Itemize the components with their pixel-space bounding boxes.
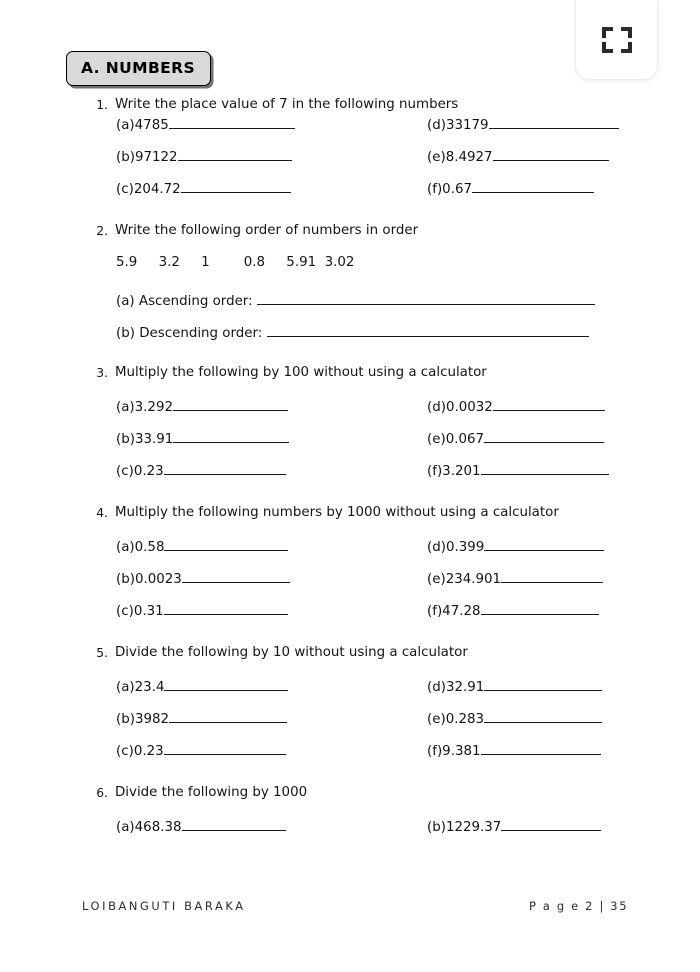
answer-value: 0.399 <box>445 540 485 555</box>
answer-blank[interactable] <box>173 430 289 443</box>
answer-blank[interactable] <box>481 742 601 755</box>
answer-value: 47.28 <box>442 604 481 619</box>
answer-blank[interactable] <box>182 818 286 831</box>
answer-row <box>427 570 603 586</box>
answer-label: (f) <box>427 604 443 619</box>
section-heading-badge: A. NUMBERS <box>66 51 211 86</box>
answer-label: (a) <box>116 400 135 415</box>
footer-author: LOIBANGUTI BARAKA <box>82 899 246 913</box>
answer-blank[interactable] <box>493 148 609 161</box>
answer-row <box>116 570 290 586</box>
answer-label: (c) <box>116 604 134 619</box>
answer-label: (b) <box>116 432 135 447</box>
question-text: Write the following order of numbers in order <box>115 223 419 238</box>
answer-value: 3.201 <box>442 464 481 479</box>
question-stem-row <box>0 506 559 526</box>
answer-label: (c) <box>116 744 134 759</box>
answer-label: (d) <box>427 118 446 133</box>
answer-label: (a) <box>116 118 135 133</box>
answer-row <box>427 678 602 694</box>
question-number: 1. <box>96 98 108 112</box>
answer-label: (e) <box>427 572 446 587</box>
answer-blank[interactable] <box>472 180 594 193</box>
answer-row <box>116 710 287 726</box>
answer-blank[interactable] <box>257 292 595 305</box>
answer-value: 3982 <box>134 712 170 727</box>
question-number: 6. <box>96 786 108 800</box>
answer-row <box>116 538 288 554</box>
answer-label: (a) <box>116 820 135 835</box>
answer-blank[interactable] <box>484 430 604 443</box>
answer-row <box>427 818 601 834</box>
answer-blank[interactable] <box>481 602 599 615</box>
answer-value: 0.0032 <box>445 400 493 415</box>
answer-blank[interactable] <box>181 180 291 193</box>
answer-row <box>116 430 289 446</box>
answer-row <box>427 430 604 446</box>
answer-blank[interactable] <box>493 398 605 411</box>
question-number-sequence: 5.9 3.2 1 0.8 5.91 3.02 <box>116 255 355 270</box>
answer-value: 0.67 <box>442 182 472 197</box>
answer-blank[interactable] <box>173 398 288 411</box>
answer-row <box>116 742 286 758</box>
answer-label: (f) <box>427 182 443 197</box>
answer-blank[interactable] <box>489 116 619 129</box>
answer-value: 33.91 <box>134 432 174 447</box>
answer-value: 97122 <box>134 150 178 165</box>
answer-label: (b) <box>116 572 135 587</box>
answer-label: (e) <box>427 712 446 727</box>
answer-label: (a) <box>116 294 139 309</box>
answer-row <box>427 180 594 196</box>
answer-blank[interactable] <box>501 570 603 583</box>
answer-label: (b) <box>116 712 135 727</box>
answer-blank[interactable] <box>484 678 602 691</box>
answer-label: (f) <box>427 464 443 479</box>
answer-blank[interactable] <box>484 538 604 551</box>
answer-blank[interactable] <box>178 148 292 161</box>
answer-value: 204.72 <box>133 182 181 197</box>
answer-row <box>116 398 288 414</box>
answer-label: (b) <box>116 150 135 165</box>
question-text: Multiply the following numbers by 1000 without using a calculator <box>115 505 559 520</box>
answer-blank[interactable] <box>182 570 290 583</box>
answer-value: 8.4927 <box>445 150 493 165</box>
page-footer <box>0 899 700 921</box>
fullscreen-expand-icon <box>602 27 632 53</box>
answer-blank[interactable] <box>481 462 609 475</box>
answer-prompt: Descending order: <box>139 326 267 341</box>
answer-row <box>116 602 288 618</box>
answer-label: (c) <box>116 182 134 197</box>
answer-label: (c) <box>116 464 134 479</box>
answer-row <box>116 818 286 834</box>
answer-value: 9.381 <box>442 744 481 759</box>
question-stem-row <box>0 786 307 806</box>
answer-label: (d) <box>427 680 446 695</box>
answer-row <box>116 462 286 478</box>
answer-row <box>427 602 599 618</box>
answer-blank[interactable] <box>164 462 286 475</box>
answer-row <box>116 116 295 132</box>
question-text: Divide the following by 10 without using a calculator <box>115 645 468 660</box>
answer-row <box>427 538 604 554</box>
answer-value: 23.4 <box>134 680 165 695</box>
answer-label: (a) <box>116 680 135 695</box>
answer-label: (b) <box>116 326 140 341</box>
question-number: 2. <box>96 224 108 238</box>
answer-blank[interactable] <box>267 324 589 337</box>
answer-label: (b) <box>427 820 446 835</box>
answer-row <box>116 292 595 308</box>
answer-blank[interactable] <box>164 602 288 615</box>
answer-label: (d) <box>427 540 446 555</box>
answer-value: 0.23 <box>133 744 164 759</box>
answer-row <box>116 678 288 694</box>
answer-row <box>427 398 605 414</box>
answer-value: 0.0023 <box>134 572 182 587</box>
answer-value: 32.91 <box>445 680 485 695</box>
answer-row <box>427 116 619 132</box>
answer-value: 1229.37 <box>445 820 502 835</box>
answer-prompt: Ascending order: <box>138 294 257 309</box>
answer-value: 0.58 <box>134 540 165 555</box>
answer-blank[interactable] <box>164 538 288 551</box>
answer-row <box>116 148 292 164</box>
question-text: Multiply the following by 100 without using a calculator <box>115 365 487 380</box>
question-number: 3. <box>96 366 108 380</box>
answer-row <box>427 710 602 726</box>
answer-blank[interactable] <box>169 710 287 723</box>
answer-blank[interactable] <box>501 818 601 831</box>
answer-row <box>427 742 601 758</box>
fullscreen-button[interactable] <box>575 0 658 80</box>
question-stem-row <box>0 646 468 666</box>
answer-value: 3.292 <box>134 400 173 415</box>
answer-row <box>116 324 589 340</box>
answer-value: 0.067 <box>445 432 485 447</box>
answer-label: (a) <box>116 540 135 555</box>
answer-row <box>116 180 291 196</box>
answer-label: (f) <box>427 744 443 759</box>
answer-blank[interactable] <box>484 710 602 723</box>
question-text: Divide the following by 1000 <box>115 785 308 800</box>
answer-value: 0.23 <box>133 464 164 479</box>
answer-blank[interactable] <box>164 678 288 691</box>
question-stem-row <box>0 224 418 244</box>
answer-blank[interactable] <box>164 742 286 755</box>
answer-value: 234.901 <box>445 572 502 587</box>
answer-value: 468.38 <box>134 820 182 835</box>
question-number: 5. <box>96 646 108 660</box>
footer-page-number: P a g e 2 | 35 <box>529 899 629 913</box>
answer-value: 0.283 <box>445 712 485 727</box>
question-text: Write the place value of 7 in the following numbers <box>115 97 459 112</box>
answer-row <box>427 148 609 164</box>
answer-value: 33179 <box>445 118 489 133</box>
question-stem-row <box>0 366 487 386</box>
question-number: 4. <box>96 506 108 520</box>
answer-value: 4785 <box>134 118 169 133</box>
answer-label: (e) <box>427 150 446 165</box>
answer-label: (e) <box>427 432 446 447</box>
question-stem-row <box>0 98 458 118</box>
answer-value: 0.31 <box>133 604 164 619</box>
answer-label: (d) <box>427 400 446 415</box>
answer-row <box>427 462 609 478</box>
answer-blank[interactable] <box>169 116 295 129</box>
